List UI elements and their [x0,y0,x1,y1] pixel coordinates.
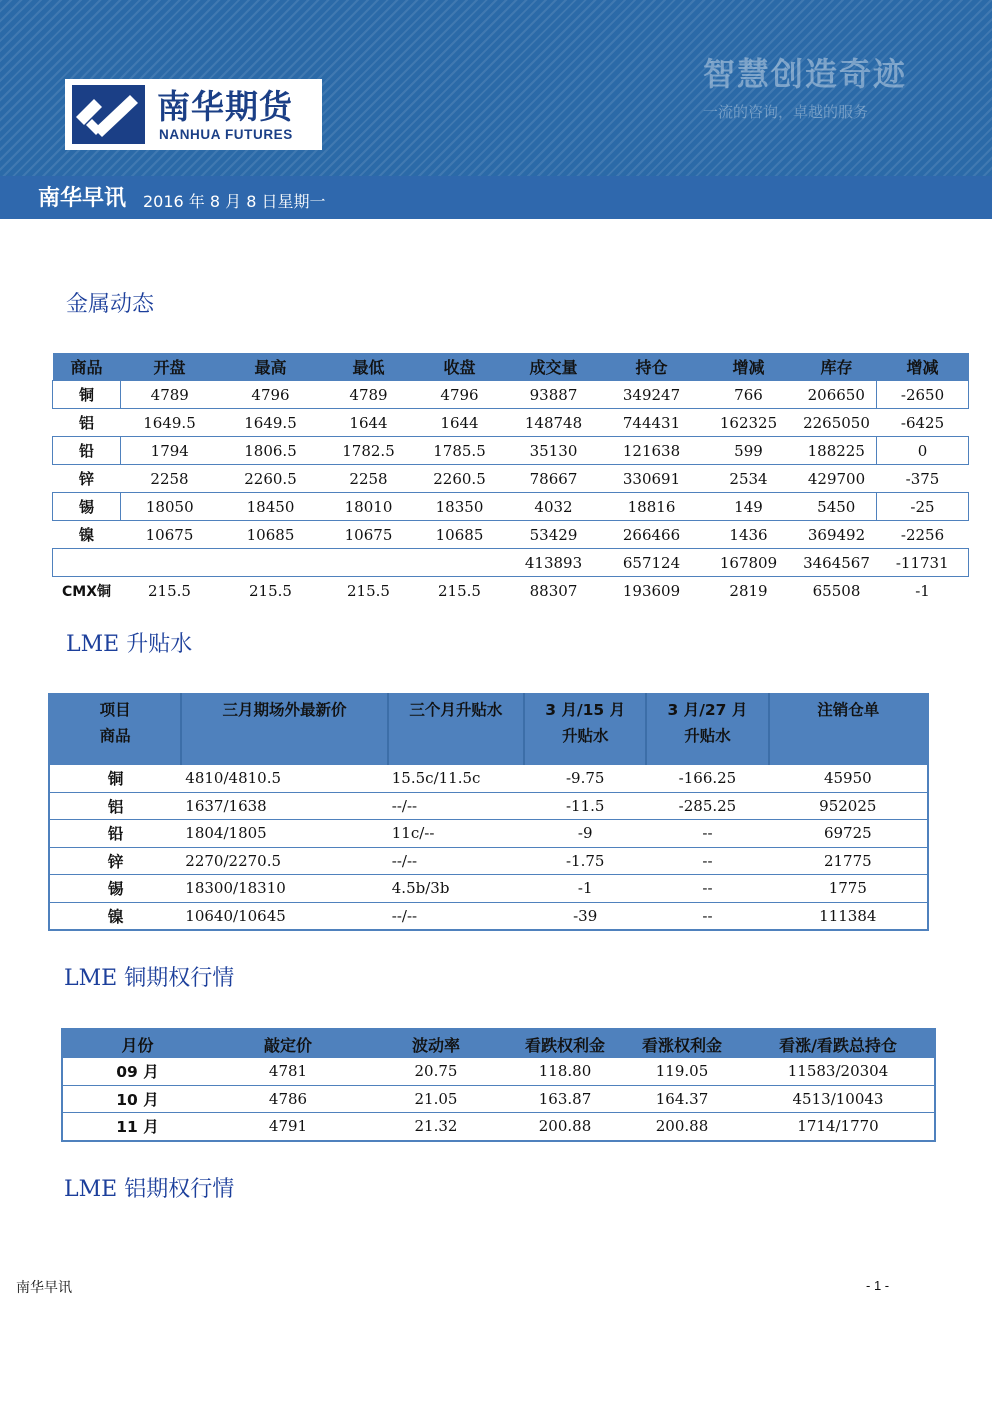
table-cell: 21.05 [364,1085,508,1113]
table-cell: -6425 [877,409,969,437]
table-row [53,465,969,493]
table-cell: -- [646,875,768,903]
commodity-name: 铜 [53,381,121,409]
commodity-name: 铝 [53,409,121,437]
table-cell: -- [646,902,768,930]
report-title: 南华早讯 [38,186,127,211]
table-cell: 18816 [603,493,701,521]
table-cell: 206650 [797,381,877,409]
table-cell: 766 [701,381,797,409]
table-row [62,1058,935,1085]
table-cell: 1775 [769,875,928,903]
table-cell: 1804/1805 [181,820,387,848]
table-cell: 0 [877,437,969,465]
table-cell: -166.25 [646,765,768,792]
table-cell: 10685 [219,521,323,549]
table-cell: 69725 [769,820,928,848]
commodity-name: 锡 [49,875,181,903]
table-cell: 4.5b/3b [388,875,524,903]
column-header: 看跌权利金 [508,1029,622,1058]
table-cell: 200.88 [508,1113,622,1141]
table-cell: -9 [524,820,646,848]
commodity-name: 锡 [53,493,121,521]
table-cell: 18350 [415,493,505,521]
table-cell: 21.32 [364,1113,508,1141]
table-row [49,875,928,903]
table-cell: 10640/10645 [181,902,387,930]
slogan-main: 智慧创造奇迹 [703,55,908,93]
table-row [53,437,969,465]
table-cell: 4786 [212,1085,364,1113]
table-cell: 1794 [121,437,219,465]
table-cell: 20.75 [364,1058,508,1085]
table-cell: --/-- [388,792,524,820]
table-cell: 2260.5 [415,465,505,493]
column-header: 敲定价 [212,1029,364,1058]
column-header: 开盘 [121,353,219,381]
table-header-row [49,694,928,765]
report-date: 2016 年 8 月 8 日星期一 [143,192,326,211]
table-cell: 18450 [219,493,323,521]
table-cell: 164.37 [622,1085,742,1113]
table-cell: -- [646,820,768,848]
table-cell: 215.5 [148,581,191,600]
table-cell: 188225 [797,437,877,465]
table-cell: --/-- [388,902,524,930]
table-row [53,409,969,437]
table-cell: 149 [701,493,797,521]
table-cell: 1649.5 [121,409,219,437]
column-header: 项目 商品 [49,694,181,765]
table-cell: 3464567 [797,549,877,577]
table-cell: 4796 [415,381,505,409]
table-cell: 429700 [797,465,877,493]
column-header: 3 月/15 月 升贴水 [524,694,646,765]
column-header: 增减 [877,353,969,381]
table-cell: 1806.5 [219,437,323,465]
column-header: 看涨/看跌总持仓 [742,1029,935,1058]
table-cell: -39 [524,902,646,930]
table-cell: 4789 [323,381,415,409]
table-cell: 193609 [622,581,681,600]
table-cell: 1644 [415,409,505,437]
table-cell: 4796 [219,381,323,409]
table-cell [53,549,505,577]
table-cell: 10685 [415,521,505,549]
table-cell: 1644 [323,409,415,437]
table-cell: 45950 [769,765,928,792]
table-cell: 4810/4810.5 [181,765,387,792]
slogan-sub: 一流的咨询，卓越的服务 [703,103,869,121]
table-cell: 215.5 [438,581,481,600]
table-cell: 65508 [812,581,861,600]
column-header: 库存 [797,353,877,381]
table-cell: 1649.5 [219,409,323,437]
commodity-name: 铝 [49,792,181,820]
table-cell: 4789 [121,381,219,409]
table-cell: 200.88 [622,1113,742,1141]
table-cell: 744431 [603,409,701,437]
table-cell: 118.80 [508,1058,622,1085]
table-cell: 1436 [701,521,797,549]
table-cell: 11c/-- [388,820,524,848]
logo-chinese-name: 南华期货 [157,87,293,126]
table-cell: -285.25 [646,792,768,820]
lme-spread-table [48,693,929,931]
table-cell: 2270/2270.5 [181,847,387,875]
table-cell: 413893 [505,549,603,577]
metals-table [52,353,969,604]
table-cell: 369492 [797,521,877,549]
table-cell: -- [646,847,768,875]
month-cell: 09 月 [62,1058,212,1085]
table-cell: 330691 [603,465,701,493]
table-cell: 10675 [323,521,415,549]
table-cell: 4781 [212,1058,364,1085]
table-cell: -25 [877,493,969,521]
commodity-name: 锌 [49,847,181,875]
table-cell: 266466 [603,521,701,549]
section-title-lme-aluminum-options: LME 铝期权行情 [64,1177,235,1202]
table-cell: -11731 [877,549,969,577]
column-header: 收盘 [415,353,505,381]
table-cell: 18010 [323,493,415,521]
table-row [53,493,969,521]
table-cell: 349247 [603,381,701,409]
column-header: 三月期场外最新价 [181,694,387,765]
table-cell: 5450 [797,493,877,521]
table-cell: 1714/1770 [742,1113,935,1141]
table-row [49,765,928,792]
table-cell: 2534 [701,465,797,493]
table-cell: 10675 [121,521,219,549]
table-row [53,381,969,409]
table-cell: 2258 [323,465,415,493]
table-cell: -1 [524,875,646,903]
table-cell: 4513/10043 [742,1085,935,1113]
column-header: 最高 [219,353,323,381]
table-cell: 2265050 [797,409,877,437]
table-cell: 163.87 [508,1085,622,1113]
table-cell: 1637/1638 [181,792,387,820]
table-cell: 88307 [529,581,578,600]
table-total-row [53,549,969,577]
table-cell: 21775 [769,847,928,875]
column-header: 持仓 [603,353,701,381]
commodity-name: 镍 [53,521,121,549]
table-cell: -9.75 [524,765,646,792]
table-row [62,1113,935,1141]
table-cell: -11.5 [524,792,646,820]
table-row [49,820,928,848]
table-cell: 18050 [121,493,219,521]
month-cell: 10 月 [62,1085,212,1113]
table-cell: -1 [915,581,930,600]
table-cell: 2260.5 [219,465,323,493]
table-row [49,792,928,820]
table-header-row [62,1029,935,1058]
table-cell: 2258 [121,465,219,493]
table-cell: 215.5 [347,581,390,600]
table-row [53,521,969,549]
table-cell: 1782.5 [323,437,415,465]
commodity-name: 铅 [49,820,181,848]
commodity-name: 锌 [53,465,121,493]
lme-copper-options-table [61,1028,936,1142]
table-cell: 2819 [729,581,768,600]
table-header-row [53,353,969,381]
column-header: 注销仓单 [769,694,928,765]
commodity-name: 铅 [53,437,121,465]
table-cell: 148748 [505,409,603,437]
table-cell: 4032 [505,493,603,521]
table-cell: -1.75 [524,847,646,875]
section-title-lme-copper-options: LME 铜期权行情 [64,966,235,991]
section-title-metals: 金属动态 [66,292,155,317]
table-cell: -2256 [877,521,969,549]
table-cell: 111384 [769,902,928,930]
footer-title: 南华早讯 [16,1280,72,1296]
table-cell: 35130 [505,437,603,465]
section-title-lme-spread: LME 升贴水 [66,632,193,657]
column-header: 3 月/27 月 升贴水 [646,694,768,765]
table-cell: 78667 [505,465,603,493]
table-cell: 167809 [701,549,797,577]
column-header: 看涨权利金 [622,1029,742,1058]
page-number: - 1 - [866,1278,890,1293]
commodity-name: CMX铜 [62,583,111,600]
table-cell: -2650 [877,381,969,409]
column-header: 最低 [323,353,415,381]
table-cell: 11583/20304 [742,1058,935,1085]
column-header: 成交量 [505,353,603,381]
table-cell: 1785.5 [415,437,505,465]
commodity-name: 铜 [49,765,181,792]
column-header: 增减 [701,353,797,381]
table-cell: 15.5c/11.5c [388,765,524,792]
logo-english-name: NANHUA FUTURES [159,127,293,142]
table-row [53,577,969,605]
table-cell: 215.5 [249,581,292,600]
table-cell: --/-- [388,847,524,875]
table-cell: 119.05 [622,1058,742,1085]
table-cell: 162325 [701,409,797,437]
table-row [62,1085,935,1113]
table-cell: 4791 [212,1113,364,1141]
nanhua-logo-icon [72,85,145,144]
column-header: 商品 [53,353,121,381]
table-cell: 657124 [603,549,701,577]
table-row [49,902,928,930]
table-row [49,847,928,875]
table-cell: -375 [877,465,969,493]
commodity-name: 镍 [49,902,181,930]
table-cell: 93887 [505,381,603,409]
column-header: 波动率 [364,1029,508,1058]
table-cell: 121638 [603,437,701,465]
table-cell: 53429 [505,521,603,549]
column-header: 三个月升贴水 [388,694,524,765]
table-cell: 18300/18310 [181,875,387,903]
table-cell: 599 [701,437,797,465]
table-cell: 952025 [769,792,928,820]
month-cell: 11 月 [62,1113,212,1141]
logo [65,79,322,150]
column-header: 月份 [62,1029,212,1058]
